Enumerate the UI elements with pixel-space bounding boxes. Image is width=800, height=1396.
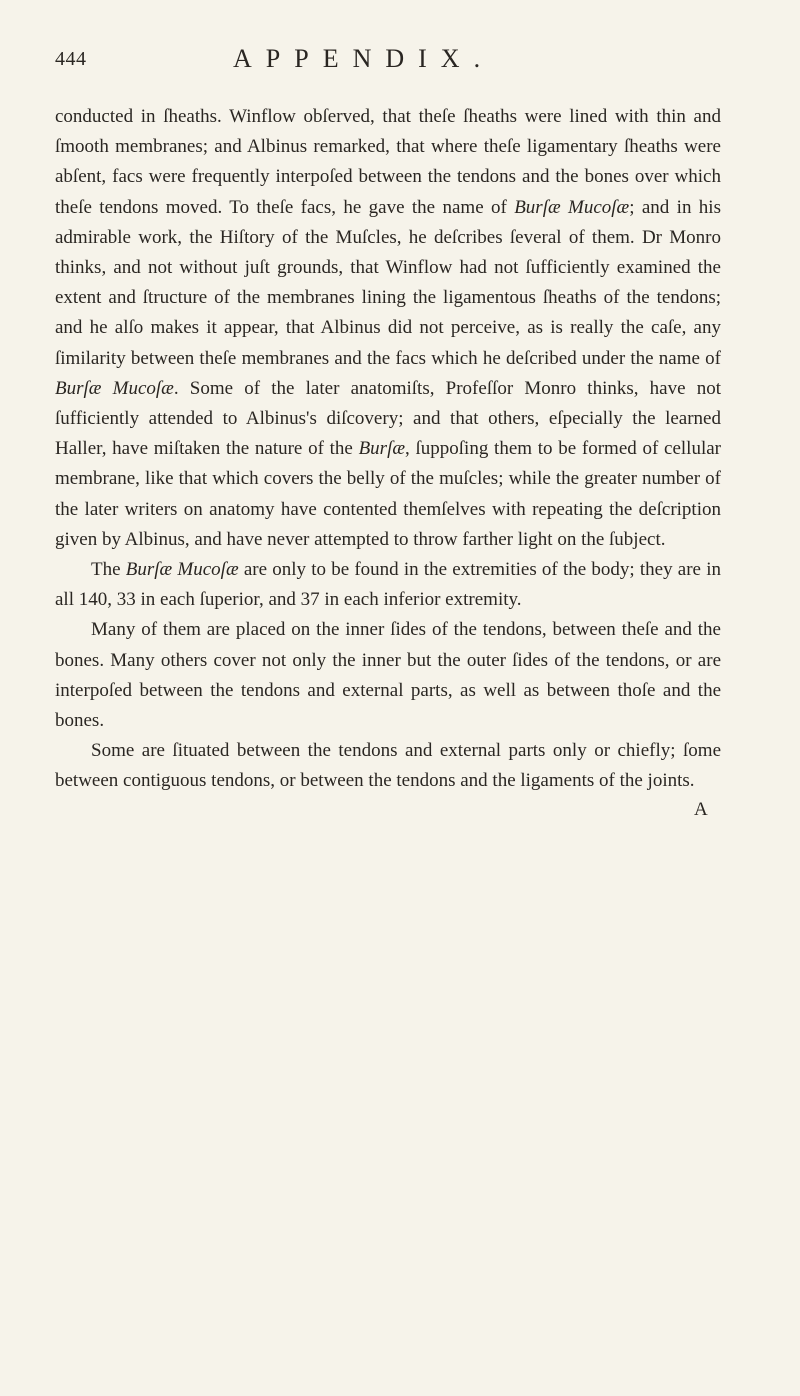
- italic-term: Burſæ Mucoſæ: [55, 377, 174, 399]
- text-segment: Many of them are placed on the inner ſides of the tendons, between theſe and the bones. Many others cover not only the inner but the outer ſides of the tendons, or are interpoſed between the tendons and external parts, as well as between thoſe and the bones.: [55, 619, 721, 732]
- italic-term: Burſæ: [358, 438, 406, 460]
- text-segment: The: [91, 559, 126, 581]
- running-title: APPENDIX.: [233, 44, 495, 73]
- paragraph: [55, 615, 721, 736]
- page-number: 444: [55, 48, 87, 70]
- paragraph: [55, 555, 721, 615]
- italic-term: Burſæ Mucoſæ: [125, 559, 239, 581]
- text-segment: ; and in his admirable work, the Hiſtory of the Muſcles, he deſcribes ſeveral of them. Dr Monro thinks, and not without juſt grounds, that Winflow had not ſufficiently examined the extent and ſtructure of the membranes lining the ligamentous ſheaths of the tendons; and he alſo makes it appear, that Albinus did not perceive, as is really the caſe, any ſimilarity between theſe membranes and the facs which he deſcribed under the name of: [55, 196, 721, 369]
- running-head: [55, 44, 717, 80]
- paragraph: [55, 102, 721, 555]
- text-segment: Some are ſituated between the tendons and external parts only or chiefly; ſome between contiguous tendons, or between the tendons and the ligaments of the joints.: [55, 740, 721, 792]
- text-segment: are only to be found in the extremities of the body; they are in all 140, 33 in each ſuperior, and 37 in each inferior extremity.: [55, 559, 721, 611]
- text-segment: conducted in ſheaths. Winflow obſerved, that theſe ſheaths were lined with thin and ſmooth membranes; and Albinus remarked, that where theſe ligamentary ſheaths were abſent, facs were frequently interpoſed between the tendons and the bones over which theſe tendons moved. To theſe facs, he gave the name of: [55, 106, 721, 218]
- text-segment: . Some of the later anatomiſts, Profeſſor Monro thinks, have not ſufficiently attended to Albinus's diſcovery; and that others, eſpecially the learned Haller, have miſtaken the nature of the: [55, 377, 721, 460]
- text-segment: , ſuppoſing them to be formed of cellular membrane, like that which covers the belly of the muſcles; while the greater number of the later writers on anatomy have contented themſelves with repeating the deſcription given by Albinus, and have never attempted to throw farther light on the ſubject.: [55, 438, 721, 550]
- italic-term: Burſæ Mucoſæ: [514, 196, 630, 218]
- body-text: [55, 102, 721, 797]
- paragraph: [55, 736, 721, 796]
- catchword: A: [694, 799, 708, 820]
